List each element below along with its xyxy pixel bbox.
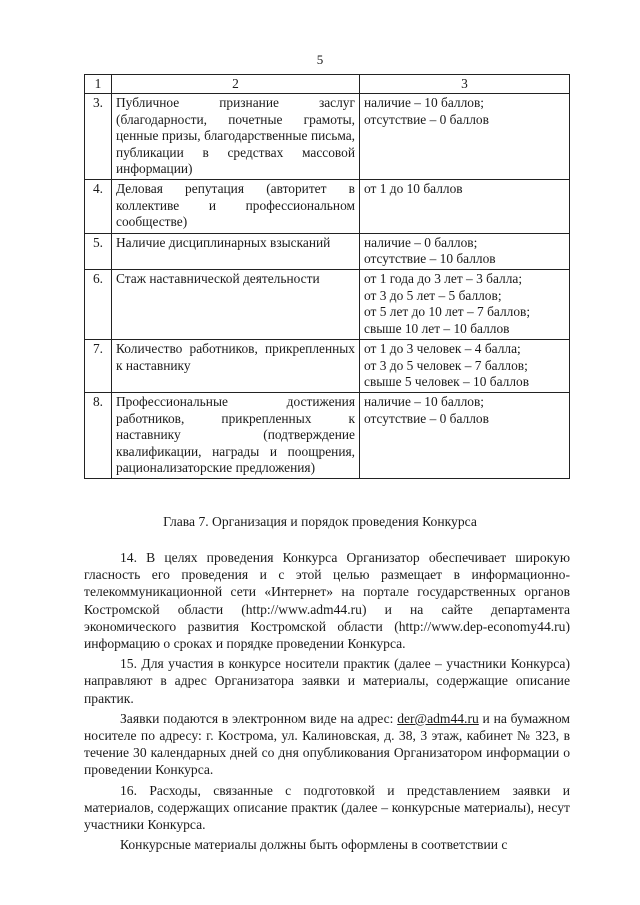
- submission-text: и на бумажном носителе по адресу: г. Кострома, ул. Калиновская, д. 38, 3 этаж, кабинет № 323, в течение 30 календарных дней со дня опубликования Организатором информации о проведении Конкурса.: [84, 710, 571, 778]
- header-cell: 1: [85, 75, 112, 94]
- score-line: от 1 до 10 баллов: [364, 181, 463, 197]
- paragraph-14: 14. В целях проведения Конкурса Организатор обеспечивает широкую гласность его проведения и с этой целью размещает в информационно-телекоммуникационной сети «Интернет» на портале государственных органов Костромской области (http://www.adm44.ru) и на сайте департамента экономического развития Костромской области (http://www.dep-economy44.ru) информацию о сроках и порядке проведении Конкурса.: [84, 550, 570, 652]
- score-cell: [360, 94, 570, 180]
- criteria-table: [84, 74, 570, 479]
- row-number: 8.: [85, 393, 112, 479]
- criterion-cell: Профессиональные достижения работников, прикрепленных к наставнику (подтверждение квалификации, награды и поощрения, рационализаторские предложения): [112, 393, 360, 479]
- table-row: [85, 340, 570, 393]
- row-number: 6.: [85, 270, 112, 340]
- criterion-cell: Деловая репутация (авторитет в коллективе и профессиональном сообществе): [112, 180, 360, 233]
- score-cell: [360, 393, 570, 479]
- row-number: 3.: [85, 94, 112, 180]
- criterion-cell: Публичное признание заслуг (благодарности, почетные грамоты, ценные призы, благодарственные письма, публикации в средствах массовой информации): [112, 94, 360, 180]
- score-cell: [360, 180, 570, 233]
- score-line: от 3 до 5 человек – 7 баллов;: [364, 357, 528, 373]
- table-row: [85, 270, 570, 340]
- score-line: от 1 до 3 человек – 4 балла;: [364, 341, 521, 357]
- chapter-title: Глава 7. Организация и порядок проведения Конкурса: [163, 514, 477, 529]
- submission-text: Заявки подаются в электронном виде на адрес:: [120, 710, 398, 726]
- row-number: 7.: [85, 340, 112, 393]
- score-line: наличие – 10 баллов;: [364, 95, 485, 111]
- paragraph-16: 16. Расходы, связанные с подготовкой и представлением заявки и материалов, содержащих описание практик (далее – конкурсные материалы), несут участники Конкурса.: [84, 782, 570, 833]
- table-row: [85, 180, 570, 233]
- criterion-cell: Стаж наставнической деятельности: [112, 270, 360, 340]
- row-number: 5.: [85, 233, 112, 270]
- score-line: от 3 до 5 лет – 5 баллов;: [364, 287, 502, 303]
- criterion-cell: Наличие дисциплинарных взысканий: [112, 233, 360, 270]
- paragraph-15: 15. Для участия в конкурсе носители практик (далее – участники Конкурса) направляют в адрес Организатора заявки и материалы, содержащие описание практик.: [84, 656, 570, 706]
- score-line: отсутствие – 10 баллов: [364, 251, 496, 267]
- score-cell: [360, 340, 570, 393]
- header-cell: 2: [112, 75, 360, 94]
- email-link[interactable]: der@adm44.ru: [397, 710, 479, 726]
- table-row: [85, 94, 570, 180]
- score-cell: [360, 270, 570, 340]
- header-cell: 3: [360, 75, 570, 94]
- body-text: [84, 549, 570, 856]
- score-line: от 5 лет до 10 лет – 7 баллов;: [364, 304, 531, 320]
- paragraph-16-materials: Конкурсные материалы должны быть оформлены в соответствии с: [120, 837, 508, 853]
- score-line: свыше 5 человек – 10 баллов: [364, 373, 530, 389]
- table-row: [85, 393, 570, 479]
- table-row: [85, 233, 570, 270]
- score-line: наличие – 10 баллов;: [364, 394, 485, 410]
- score-line: от 1 года до 3 лет – 3 балла;: [364, 271, 523, 287]
- page-number: 5: [316, 52, 324, 67]
- score-line: наличие – 0 баллов;: [364, 234, 478, 250]
- score-line: отсутствие – 0 баллов: [364, 111, 489, 127]
- score-line: свыше 10 лет – 10 баллов: [364, 320, 510, 336]
- criterion-cell: Количество работников, прикрепленных к наставнику: [112, 340, 360, 393]
- paragraph-15-submission: [84, 710, 570, 779]
- score-line: отсутствие – 0 баллов: [364, 410, 489, 426]
- table-header-row: [85, 75, 570, 94]
- score-cell: [360, 233, 570, 270]
- row-number: 4.: [85, 180, 112, 233]
